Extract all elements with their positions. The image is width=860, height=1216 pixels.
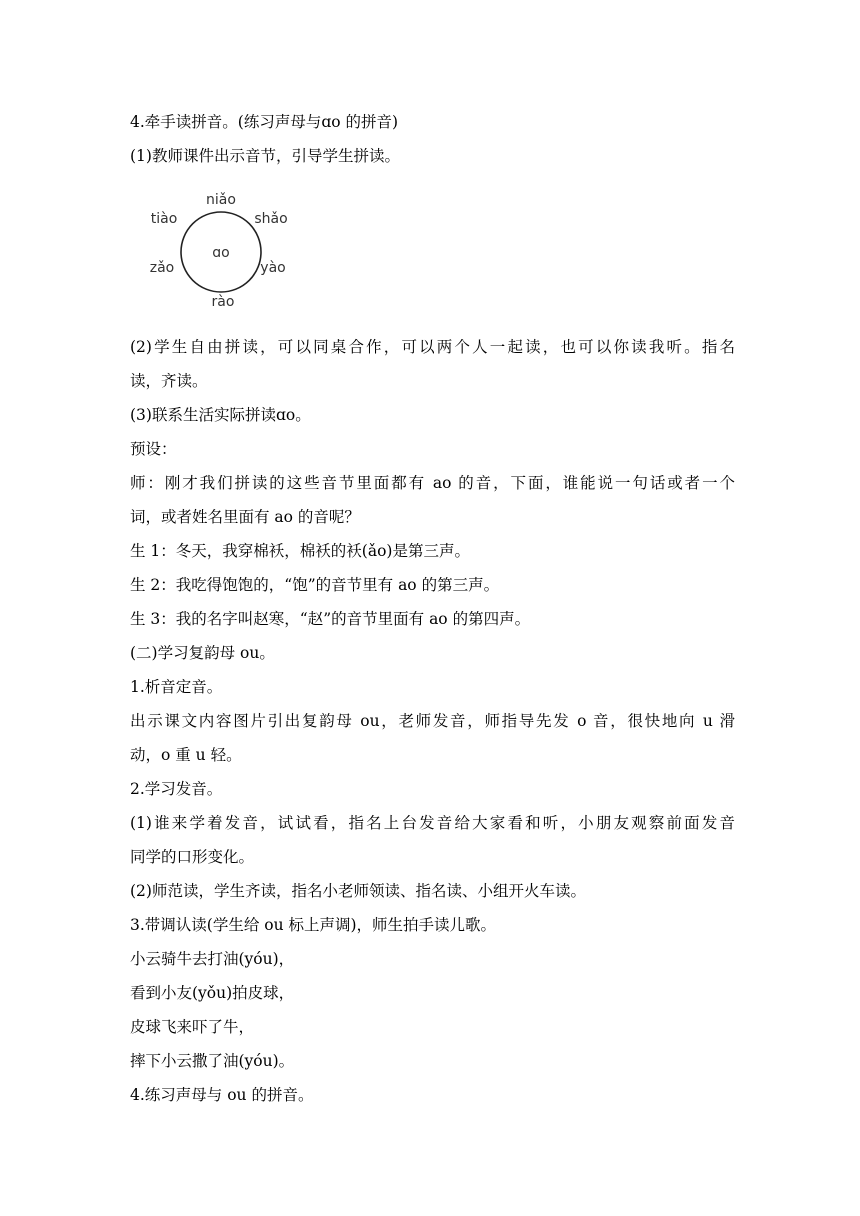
syllable-circle-diagram: [140, 185, 300, 313]
poem-line-3: 皮球飞来吓了牛，: [130, 1018, 255, 1036]
preset-label: 预设：: [130, 440, 177, 458]
teacher-prompt-line-1: 师：刚才我们拼读的这些音节里面都有 ao 的音，下面，谁能说一句话或者一个: [130, 474, 735, 492]
student-1-answer: 生 1：冬天，我穿棉袄，棉袄的袄(ǎo)是第三声。: [130, 542, 470, 560]
step-real-life-reading: (3)联系生活实际拼读ɑo。: [130, 406, 311, 424]
step-teacher-shows-syllables: (1)教师课件出示音节，引导学生拼读。: [130, 147, 400, 165]
syllable-top-left: tiào: [150, 211, 178, 227]
section-heading-pinyin-practice: 4.牵手读拼音。(练习声母与ɑo 的拼音): [130, 113, 399, 131]
step-analyze-sound: 1.析音定音。: [130, 678, 223, 696]
syllable-left: zǎo: [149, 260, 175, 276]
poem-line-1: 小云骑牛去打油(yóu)，: [130, 950, 295, 968]
syllable-top-right: shǎo: [254, 211, 288, 227]
student-3-answer: 生 3：我的名字叫赵寒，“赵”的音节里面有 ao 的第四声。: [130, 610, 531, 628]
poem-line-4: 摔下小云撒了油(yóu)。: [130, 1052, 295, 1070]
student-2-answer: 生 2：我吃得饱饱的，“饱”的音节里有 ao 的第三声。: [130, 576, 500, 594]
step-free-reading-line-1: (2)学生自由拼读，可以同桌合作，可以两个人一起读，也可以你读我听。指名: [130, 338, 735, 356]
section-heading-ou-practice: 4.练习声母与 ou 的拼音。: [130, 1086, 314, 1104]
syllable-center: ɑo: [212, 245, 230, 261]
syllable-top: niǎo: [206, 192, 236, 208]
section-heading-ou: (二)学习复韵母 ou。: [130, 644, 275, 662]
pronunciation-activity-line-2: 同学的口形变化。: [130, 848, 255, 866]
syllable-right: yào: [260, 260, 286, 276]
ou-intro-line-1: 出示课文内容图片引出复韵母 ou，老师发音，师指导先发 o 音，很快地向 u 滑: [130, 712, 735, 730]
teacher-prompt-line-2: 词，或者姓名里面有 ao 的音呢？: [130, 508, 360, 526]
ou-intro-line-2: 动，o 重 u 轻。: [130, 746, 242, 764]
pronunciation-activity-line-1: (1)谁来学着发音，试试看，指名上台发音给大家看和听，小朋友观察前面发音: [130, 814, 735, 832]
syllable-bottom: rào: [211, 294, 235, 310]
poem-line-2: 看到小友(yǒu)拍皮球，: [130, 984, 295, 1002]
step-free-reading-line-2: 读，齐读。: [130, 372, 208, 390]
tone-reading-step: 3.带调认读(学生给 ou 标上声调)，师生拍手读儿歌。: [130, 916, 497, 934]
syllable-circle-svg: [140, 185, 300, 313]
step-learn-pronunciation: 2.学习发音。: [130, 780, 223, 798]
model-reading-step: (2)师范读，学生齐读，指名小老师领读、指名读、小组开火车读。: [130, 882, 586, 900]
